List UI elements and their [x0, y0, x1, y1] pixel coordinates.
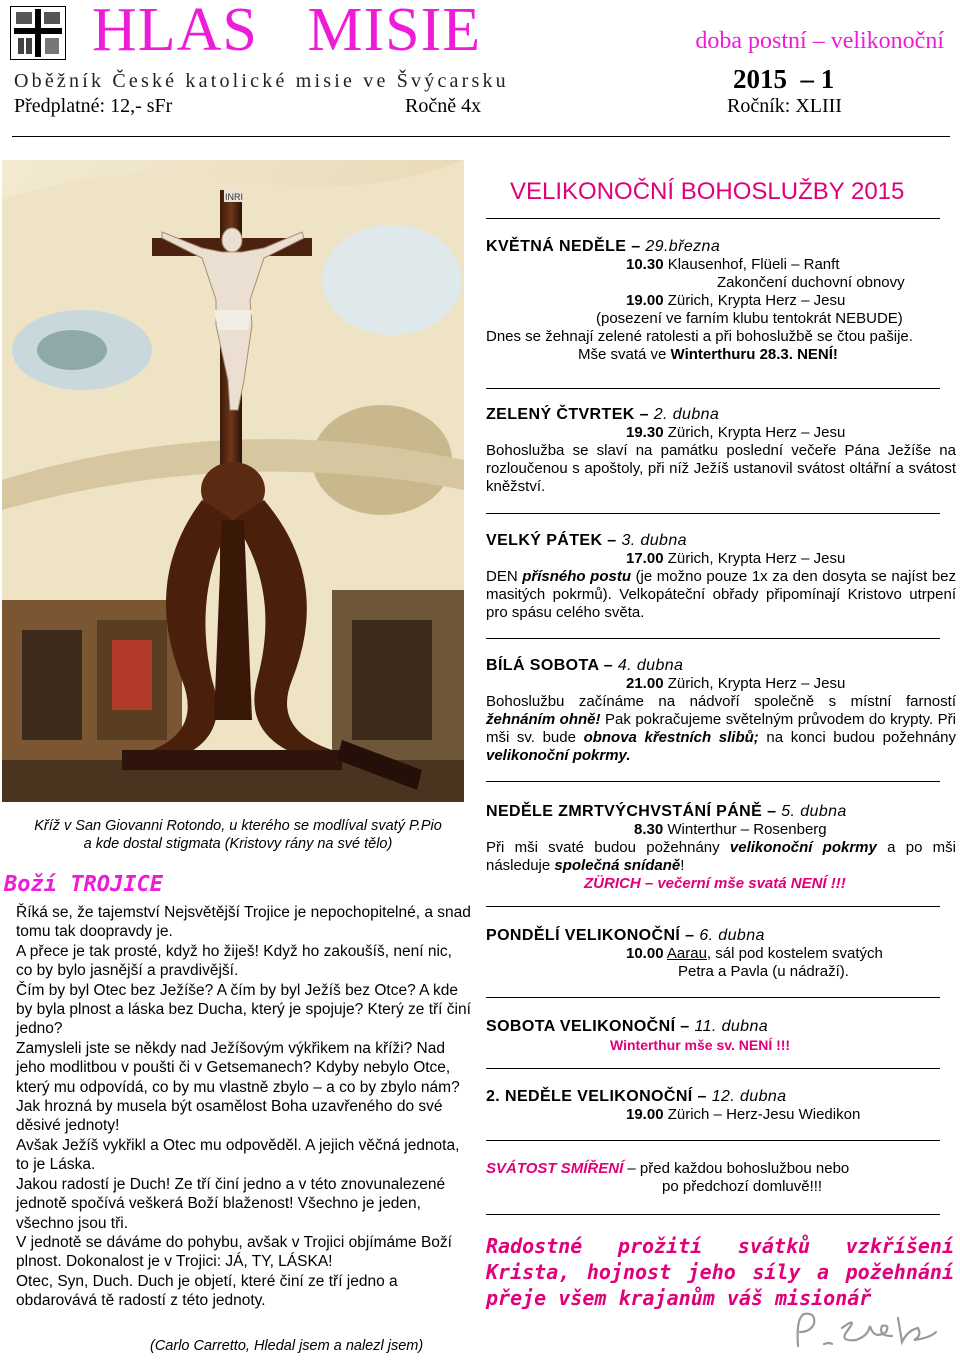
crucifix-photo [2, 160, 464, 802]
section-title: NEDĚLE ZMRTVÝCHVSTÁNÍ PÁNĚ – 5. dubna [486, 803, 847, 820]
season-label: doba postní – velikonoční [695, 28, 944, 54]
closing-greeting: Radostné prožití svátků vzkříšení Krista, hojnost jeho síly a požehnání přeje všem krajanům váš misionář [486, 1234, 954, 1310]
divider [486, 638, 940, 639]
divider [486, 997, 940, 998]
section-palm-sunday [486, 238, 956, 364]
inri-plaque: INRI [225, 192, 243, 202]
service-time: 10.00 Aarau, sál pod kostelem svatých [626, 945, 883, 962]
section-good-friday [486, 532, 956, 622]
service-time: 17.00 Zürich, Krypta Herz – Jesu [626, 550, 846, 567]
divider [486, 1214, 940, 1215]
section-holy-saturday [486, 657, 956, 765]
section-easter-sunday [486, 803, 956, 893]
church-cross-logo-icon [10, 6, 66, 60]
missionary-signature [790, 1306, 940, 1356]
section-title: SOBOTA VELIKONOČNÍ – 11. dubna [486, 1018, 769, 1035]
divider [486, 388, 940, 389]
service-time: 19.00 Zürich – Herz-Jesu Wiedikon [626, 1106, 861, 1123]
section-title: VELKÝ PÁTEK – 3. dubna [486, 532, 687, 549]
section-title: 2. NEDĚLE VELIKONOČNÍ – 12. dubna [486, 1088, 787, 1105]
trinity-paragraph [4, 903, 472, 1311]
trinity-line-1: Říká se, že tajemství Nejsvětější Trojice je nepochopitelné, a snad tomu tak doopravdy je. [16, 904, 471, 941]
warning-text: Winterthur mše sv. NENÍ !!! [610, 1037, 791, 1053]
divider [486, 1068, 940, 1069]
photo-caption-line2: a kde dostal stigmata (Kristovy rány na své tělo) [83, 836, 393, 852]
section-title: ZELENÝ ČTVRTEK – 2. dubna [486, 406, 720, 423]
section-second-sunday [486, 1088, 956, 1124]
trinity-line-6: Avšak Ježíš vykřikl a Otec mu odpověděl. A jejich věčná jednota, to je Láska. [16, 1136, 460, 1174]
service-note: DEN přísného postu (je možno pouze 1x za den dosyta se najíst bez masitých pokrmů). Velkopáteční obřady připomínají Kristovo utrpení pro spásu celého světa. [486, 568, 957, 621]
section-easter-saturday [486, 1018, 956, 1054]
trinity-heading: Boží TROJICE [4, 872, 163, 897]
section-title: PONDĚLÍ VELIKONOČNÍ – 6. dubna [486, 927, 765, 944]
section-title: KVĚTNÁ NEDĚLE – 29.března [486, 238, 721, 255]
trinity-line-8: V jednotě se dáváme do pohybu, avšak v Trojici objímáme Boží plnost. Dokonalost je v Trojici: JÁ, TY, LÁSKA! [16, 1233, 452, 1271]
trinity-line-2: A přece je tak prosté, když ho žiješ! Když ho zakoušíš, není nic, co by bylo jasnější a pravdivější. [16, 942, 452, 980]
service-note: Při mši svaté budou požehnány velikonoční pokrmy a po mši následuje společná snídaně! [486, 839, 957, 874]
masthead-subtitle: Oběžník České katolické misie ve Švýcarsku [14, 70, 509, 92]
divider [486, 1140, 940, 1141]
masthead-title: HLAS MISIE [92, 0, 482, 64]
section-title: BÍLÁ SOBOTA – 4. dubna [486, 657, 684, 674]
trinity-source: (Carlo Carretto, Hledal jsem a nalezl jsem) [150, 1338, 424, 1354]
section-easter-monday [486, 927, 956, 981]
divider [486, 218, 940, 219]
divider [486, 781, 940, 782]
issue-number: 2015 – 1 [733, 64, 835, 94]
trinity-line-9: Otec, Syn, Duch. Duch je objetí, které činí ze tří jedno a obdarovává tě radostí z této jednoty. [16, 1272, 398, 1310]
warning-text: ZÜRICH – večerní mše svatá NENÍ !!! [584, 875, 846, 892]
service-note: Petra a Pavla (u nádraží). [678, 963, 849, 980]
service-time: 21.00 Zürich, Krypta Herz – Jesu [626, 675, 846, 692]
trinity-line-7: Jakou radostí je Duch! Ze tří činí jedno a v této znovunalezené jednotě spočívá veškerá Boží blaženost! Všechno je jeden, všechno jsou tři. [16, 1175, 446, 1232]
header-divider [12, 136, 950, 137]
service-note: (posezení ve farním klubu tentokrát NEBUDE) [596, 310, 903, 327]
trinity-line-3: Čím by byl Otec bez Ježíše? A čím by byl Ježíš bez Otce? A kde by byla plnost a láska bez Ducha, který je spojuje? Který ze tří činí jedno? [16, 981, 471, 1038]
section-confession [486, 1160, 956, 1196]
confession-line-2: po předchozí domluvě!!! [662, 1178, 823, 1195]
confession-line: SVÁTOST SMÍŘENÍ – před každou bohoslužbou nebo [486, 1160, 850, 1177]
divider [486, 906, 940, 907]
service-time: 19.00 Zürich, Krypta Herz – Jesu [626, 292, 846, 309]
service-note: Bohoslužba se slaví na památku poslední večeře Pána Ježíše na rozloučenou s apoštoly, při níž Ježíš ustanovil svátost oltářní a svátost kněžství. [486, 442, 956, 495]
volume-label: Ročník: XLIII [727, 95, 842, 117]
service-note: Mše svatá ve Winterthuru 28.3. NENÍ! [578, 346, 838, 363]
trinity-line-4: Zamysleli jste se někdy nad Ježíšovým výkřikem na kříži? Nad jeho modlitbou v poušti či v Getsemanech? Kdyby nebylo Otce, který mu odpovídá, co by mu vlastně zbylo – a co by zbylo nám? [16, 1039, 460, 1096]
service-time: 8.30 Winterthur – Rosenberg [634, 821, 827, 838]
service-note: Bohoslužbu začínáme na nádvoří společně s místní farností žehnáním ohně! Pak pokračujeme světelným průvodem do krypty. Při mši sv. bude obnova křestních slibů; na konci budou požehnány velikonoční pokrmy. [486, 693, 957, 764]
service-time: 10.30 Klausenhof, Flüeli – Ranft [626, 256, 840, 273]
publication-frequency: Ročně 4x [405, 95, 482, 117]
photo-caption-line1: Kříž v San Giovanni Rotondo, u kterého se modlíval svatý P.Pio [34, 818, 442, 834]
divider [486, 513, 940, 514]
trinity-line-5: Jak hrozná by musela být osamělost Boha uzavřeného do své děsivé jednoty! [16, 1098, 443, 1135]
section-maundy-thursday [486, 406, 956, 496]
service-note: Zakončení duchovní obnovy [717, 274, 905, 291]
services-title: VELIKONOČNÍ BOHOSLUŽBY 2015 [510, 178, 905, 205]
service-time: 19.30 Zürich, Krypta Herz – Jesu [626, 424, 846, 441]
subscription-price: Předplatné: 12,- sFr [14, 95, 173, 117]
service-note: Dnes se žehnají zelené ratolesti a při bohoslužbě se čtou pašije. [486, 328, 913, 345]
